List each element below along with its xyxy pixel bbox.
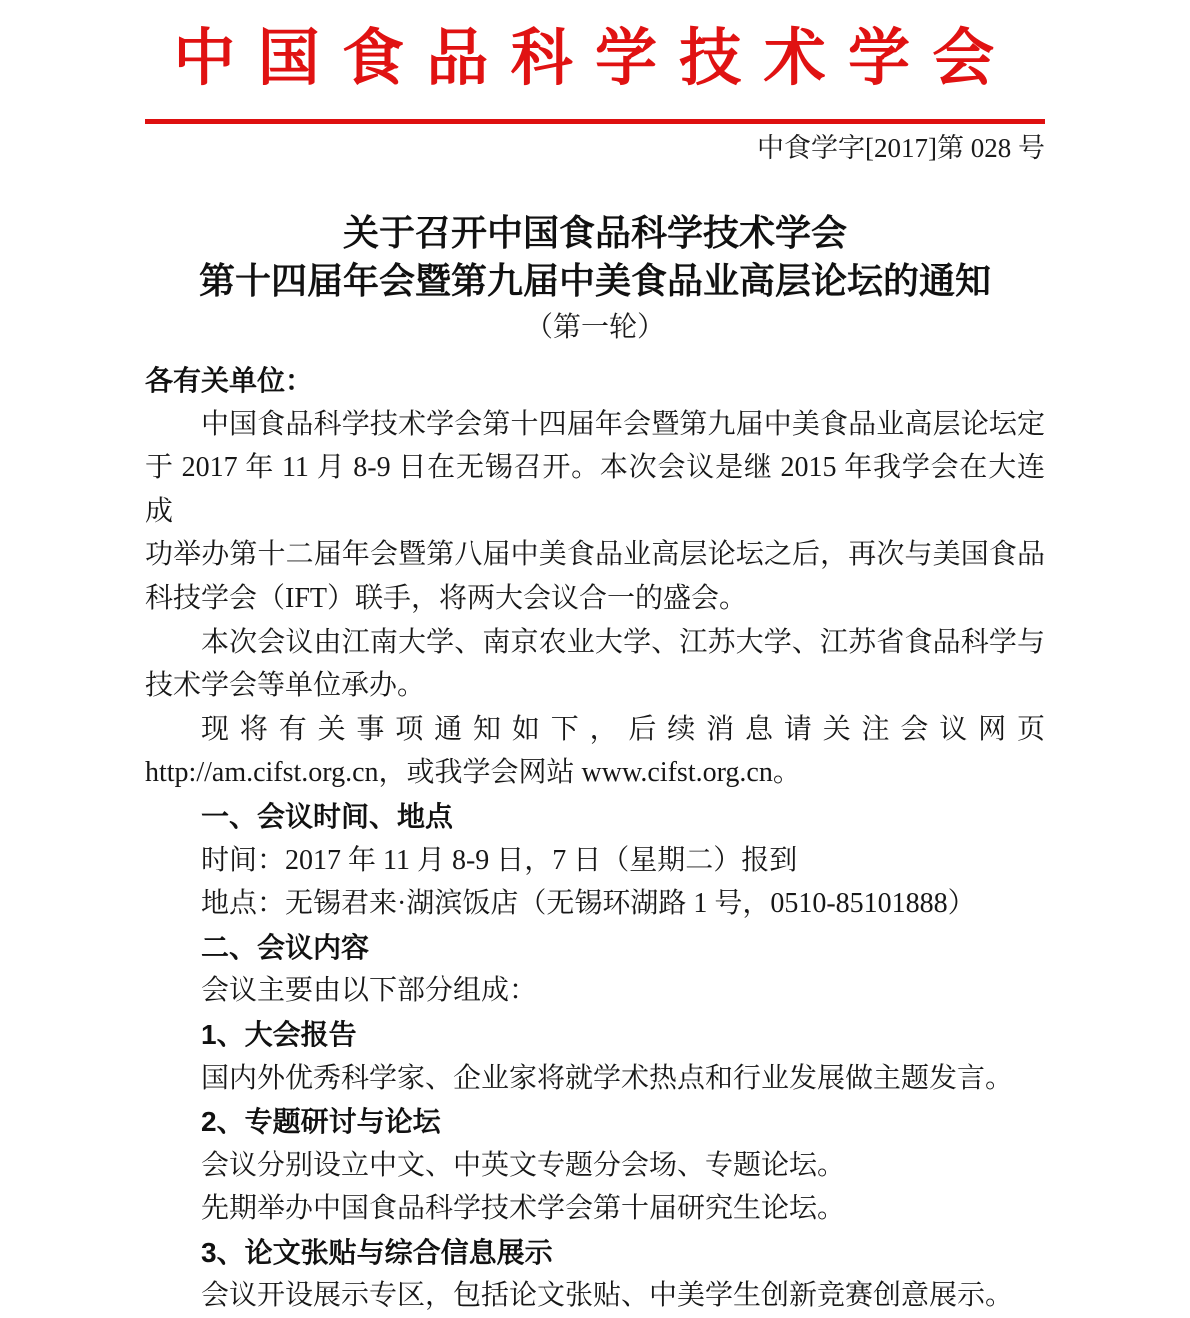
para-intro-line2: 于 2017 年 11 月 8-9 日在无锡召开。本次会议是继 2015 年我学会在大连成 [145, 452, 1045, 527]
item2-heading: 2、专题研讨与论坛 [201, 1106, 441, 1138]
item2-text2: 先期举办中国食品科学技术学会第十届研究生论坛。 [201, 1193, 846, 1225]
item3-text: 会议开设展示专区，包括论文张贴、中美学生创新竞赛创意展示。 [201, 1280, 1014, 1312]
org-name-heading: 中国食品科学技术学会 [173, 25, 1017, 93]
para-organizers-line1: 本次会议由江南大学、南京农业大学、江苏大学、江苏省食品科学与 [201, 626, 1045, 658]
red-divider-rule [145, 119, 1045, 124]
meeting-time-line: 时间：2017 年 11 月 8-9 日，7 日（星期二）报到 [201, 844, 798, 876]
notice-body [145, 359, 1045, 1318]
round-label: （第一轮） [524, 312, 665, 343]
notice-title-line2: 第十四届年会暨第九届中美食品业高层论坛的通知 [198, 260, 991, 301]
document-content [145, 0, 1045, 1318]
para-notice-line2: http://am.cifst.org.cn，或我学会网站 www.cifst.org.cn。 [145, 757, 801, 789]
para-intro-line4: 科技学会（IFT）联手，将两大会议合一的盛会。 [145, 582, 748, 614]
notice-title-line1: 关于召开中国食品科学技术学会 [342, 212, 847, 253]
section1-heading: 一、会议时间、地点 [201, 800, 454, 832]
item1-text: 国内外优秀科学家、企业家将就学术热点和行业发展做主题发言。 [201, 1062, 1014, 1094]
para-notice-line1: 现将有关事项通知如下，后续消息请关注会议网页 [201, 713, 1045, 745]
para-intro-line1: 中国食品科学技术学会第十四届年会暨第九届中美食品业高层论坛定 [201, 408, 1045, 440]
para-intro-line3: 功举办第十二届年会暨第八届中美食品业高层论坛之后，再次与美国食品 [145, 539, 1045, 571]
section2-heading: 二、会议内容 [201, 931, 370, 963]
para-organizers-line2: 技术学会等单位承办。 [145, 670, 426, 702]
section2-intro: 会议主要由以下部分组成： [201, 975, 538, 1007]
item3-heading: 3、论文张贴与综合信息展示 [201, 1236, 553, 1268]
item2-text1: 会议分别设立中文、中英文专题分会场、专题论坛。 [201, 1149, 846, 1181]
doc-number: 中食学字[2017]第 028 号 [757, 133, 1045, 163]
notice-title [145, 209, 1045, 305]
salutation: 各有关单位： [145, 365, 314, 396]
meeting-venue-line: 地点：无锡君来·湖滨饭店（无锡环湖路 1 号，0510-85101888） [201, 888, 976, 920]
item1-heading: 1、大会报告 [201, 1018, 357, 1050]
